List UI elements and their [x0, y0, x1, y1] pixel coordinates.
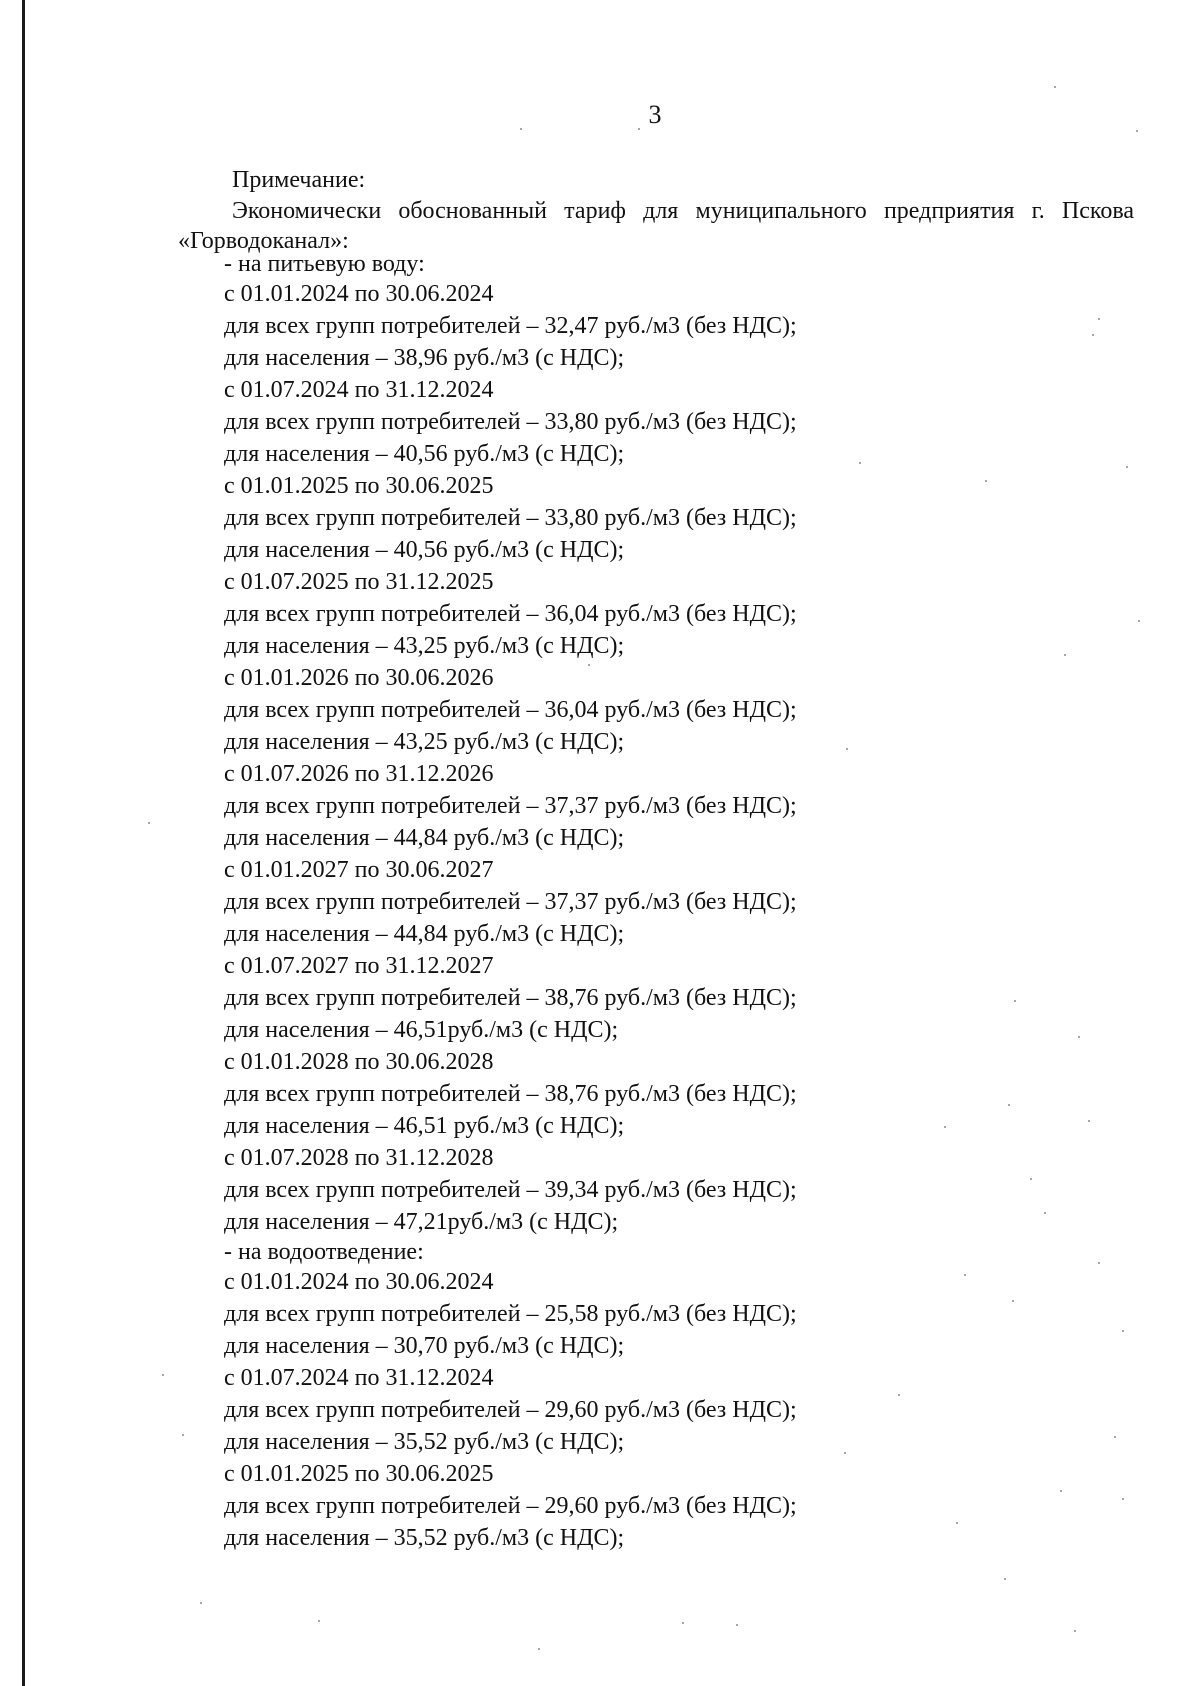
intro-paragraph: Экономически обоснованный тариф для муниципального предприятия г. Пскова «Горводоканал»:	[178, 198, 1134, 254]
scan-speck	[985, 480, 987, 482]
scan-speck	[956, 1522, 958, 1524]
scan-speck	[638, 128, 640, 130]
scan-speck	[1012, 1300, 1014, 1302]
tariff-all-consumers: для всех групп потребителей – 29,60 руб./м3 (без НДС);	[224, 1493, 797, 1519]
scan-speck	[1122, 1498, 1124, 1500]
tariff-list	[224, 250, 1104, 1554]
tariff-population: для населения – 46,51руб./м3 (с НДС);	[224, 1017, 619, 1043]
scan-speck	[1064, 654, 1066, 656]
tariff-population: для населения – 38,96 руб./м3 (с НДС);	[224, 345, 625, 371]
tariff-population: для населения – 44,84 руб./м3 (с НДС);	[224, 825, 625, 851]
scan-speck	[1122, 1330, 1124, 1332]
scan-speck	[588, 664, 590, 666]
tariff-population: для населения – 35,52 руб./м3 (с НДС);	[224, 1429, 625, 1455]
tariff-period: с 01.07.2024 по 31.12.2024	[224, 1365, 494, 1391]
tariff-all-consumers: для всех групп потребителей – 36,04 руб./м3 (без НДС);	[224, 601, 797, 627]
tariff-all-consumers: для всех групп потребителей – 37,37 руб./м3 (без НДС);	[224, 889, 797, 915]
scan-speck	[1114, 1436, 1116, 1438]
scan-speck	[859, 462, 861, 464]
tariff-all-consumers: для всех групп потребителей – 33,80 руб./м3 (без НДС);	[224, 505, 797, 531]
scan-speck	[1098, 1262, 1100, 1264]
tariff-section-heading: - на питьевую воду:	[224, 251, 425, 277]
tariff-population: для населения – 40,56 руб./м3 (с НДС);	[224, 537, 625, 563]
tariff-period: с 01.07.2028 по 31.12.2028	[224, 1145, 494, 1171]
note-title: Примечание:	[232, 167, 366, 193]
tariff-period: с 01.07.2027 по 31.12.2027	[224, 953, 494, 979]
tariff-all-consumers: для всех групп потребителей – 37,37 руб./м3 (без НДС);	[224, 793, 797, 819]
scan-speck	[964, 1274, 966, 1276]
scan-speck	[1098, 318, 1100, 320]
tariff-all-consumers: для всех групп потребителей – 36,04 руб./м3 (без НДС);	[224, 697, 797, 723]
tariff-period: с 01.01.2025 по 30.06.2025	[224, 1461, 494, 1487]
tariff-population: для населения – 43,25 руб./м3 (с НДС);	[224, 633, 625, 659]
tariff-all-consumers: для всех групп потребителей – 25,58 руб./м3 (без НДС);	[224, 1301, 797, 1327]
tariff-population: для населения – 43,25 руб./м3 (с НДС);	[224, 729, 625, 755]
scan-speck	[520, 128, 522, 130]
tariff-all-consumers: для всех групп потребителей – 33,80 руб./м3 (без НДС);	[224, 409, 797, 435]
tariff-period: с 01.01.2024 по 30.06.2024	[224, 281, 494, 307]
tariff-all-consumers: для всех групп потребителей – 32,47 руб./м3 (без НДС);	[224, 313, 797, 339]
tariff-period: с 01.07.2026 по 31.12.2026	[224, 761, 494, 787]
scan-speck	[1092, 334, 1094, 336]
scan-speck	[148, 822, 150, 824]
tariff-all-consumers: для всех групп потребителей – 29,60 руб./м3 (без НДС);	[224, 1397, 797, 1423]
scan-speck	[1014, 1000, 1016, 1002]
scan-speck	[898, 1394, 900, 1396]
scan-speck	[1060, 1490, 1062, 1492]
scan-speck	[182, 1434, 184, 1436]
tariff-population: для населения – 30,70 руб./м3 (с НДС);	[224, 1333, 625, 1359]
scan-speck	[1126, 466, 1128, 468]
scan-speck	[1044, 1212, 1046, 1214]
scan-speck	[318, 1620, 320, 1622]
tariff-period: с 01.07.2025 по 31.12.2025	[224, 569, 494, 595]
scan-speck	[1136, 130, 1138, 132]
scan-speck	[1074, 1630, 1076, 1632]
tariff-period: с 01.01.2025 по 30.06.2025	[224, 473, 494, 499]
tariff-all-consumers: для всех групп потребителей – 39,34 руб./м3 (без НДС);	[224, 1177, 797, 1203]
scan-speck	[1030, 1178, 1032, 1180]
scan-speck	[1078, 1036, 1080, 1038]
scan-speck	[682, 1622, 684, 1624]
tariff-period: с 01.07.2024 по 31.12.2024	[224, 377, 494, 403]
tariff-population: для населения – 47,21руб./м3 (с НДС);	[224, 1209, 619, 1235]
page-number: 3	[648, 100, 662, 129]
page-binding-edge	[22, 0, 25, 1686]
scan-speck	[1008, 1104, 1010, 1106]
scan-speck	[1054, 86, 1056, 88]
tariff-period: с 01.01.2026 по 30.06.2026	[224, 665, 494, 691]
scan-speck	[200, 1602, 202, 1604]
tariff-all-consumers: для всех групп потребителей – 38,76 руб./м3 (без НДС);	[224, 985, 797, 1011]
scan-speck	[538, 1648, 540, 1650]
tariff-period: с 01.01.2027 по 30.06.2027	[224, 857, 494, 883]
scan-speck	[1138, 620, 1140, 622]
tariff-all-consumers: для всех групп потребителей – 38,76 руб./м3 (без НДС);	[224, 1081, 797, 1107]
scan-speck	[944, 1126, 946, 1128]
tariff-section-heading: - на водоотведение:	[224, 1239, 424, 1265]
tariff-population: для населения – 46,51 руб./м3 (с НДС);	[224, 1113, 625, 1139]
tariff-period: с 01.01.2028 по 30.06.2028	[224, 1049, 494, 1075]
tariff-population: для населения – 44,84 руб./м3 (с НДС);	[224, 921, 625, 947]
tariff-population: для населения – 35,52 руб./м3 (с НДС);	[224, 1525, 625, 1551]
tariff-population: для населения – 40,56 руб./м3 (с НДС);	[224, 441, 625, 467]
scan-speck	[736, 1624, 738, 1626]
tariff-period: с 01.01.2024 по 30.06.2024	[224, 1269, 494, 1295]
scan-speck	[1004, 1578, 1006, 1580]
scan-speck	[162, 1374, 164, 1376]
scan-speck	[1088, 1120, 1090, 1122]
scan-speck	[846, 748, 848, 750]
scan-speck	[844, 1452, 846, 1454]
